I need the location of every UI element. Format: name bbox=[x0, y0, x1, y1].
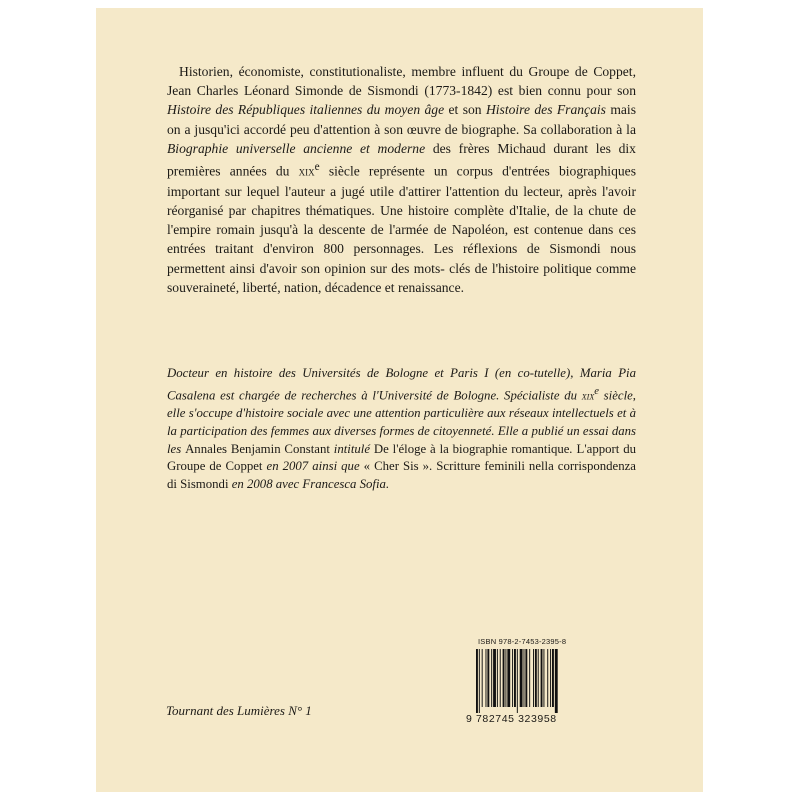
barcode-bars bbox=[474, 649, 584, 715]
bio-century-superscript: e bbox=[594, 385, 599, 397]
barcode-bar bbox=[497, 649, 498, 707]
isbn-barcode bbox=[466, 637, 590, 729]
title-annales-constant: Annales Benjamin Constant bbox=[185, 441, 330, 456]
title-apport-groupe-coppet: L'apport du Groupe de Coppet bbox=[167, 441, 636, 474]
barcode-bar bbox=[541, 649, 543, 707]
barcode-bar bbox=[479, 649, 480, 713]
ean-digits: 9 782745 323958 bbox=[466, 713, 557, 725]
title-biographie-universelle: Biographie universelle ancienne et moderne bbox=[167, 140, 426, 156]
summary-text-2: et son bbox=[444, 102, 486, 118]
barcode-bar bbox=[503, 649, 505, 707]
barcode-bar bbox=[535, 649, 537, 707]
bio-text-1: Docteur en histoire des Universités de Bologne et Paris I (en co-tutelle), Maria Pia Casalena est chargée de recherches à l'Université de Bologne. Spécialiste du bbox=[167, 366, 636, 402]
barcode-bar bbox=[505, 649, 506, 707]
barcode-bar bbox=[493, 649, 496, 707]
bio-text-6: en 2008 avec Francesca Sofia. bbox=[228, 476, 390, 491]
barcode-bar bbox=[520, 649, 523, 707]
barcode-bar bbox=[533, 649, 534, 707]
author-bio bbox=[167, 365, 636, 493]
barcode-bar bbox=[500, 649, 501, 707]
bio-century-numeral: xix bbox=[581, 389, 595, 402]
back-cover bbox=[96, 8, 703, 792]
title-de-l-eloge: De l'éloge à la biographie romantique bbox=[373, 441, 570, 456]
isbn-number: ISBN 978-2-7453-2395-8 bbox=[478, 637, 567, 646]
title-histoire-francais: Histoire des Français bbox=[485, 102, 606, 118]
century-numeral: xix bbox=[298, 164, 315, 179]
barcode-bar bbox=[552, 649, 554, 707]
title-histoire-republiques: Histoire des Républiques italiennes du moyen âge bbox=[167, 102, 445, 118]
barcode-bar bbox=[487, 649, 489, 707]
barcode-bar bbox=[555, 649, 558, 713]
barcode-bar bbox=[550, 649, 551, 707]
barcode-bar bbox=[491, 649, 492, 707]
title-cher-sis: « Cher Sis ». Scritture feminili nella corrispondenza di Sismondi bbox=[167, 459, 636, 491]
barcode-bar bbox=[476, 649, 478, 713]
barcode-bar bbox=[538, 649, 539, 707]
barcode-bar bbox=[547, 649, 548, 707]
summary-text-3: mais on a jusqu'ici accordé peu d'attention à son œuvre de biographe. Sa collaboration à la bbox=[167, 102, 636, 137]
book-summary bbox=[167, 62, 636, 297]
series-label: Tournant des Lumières N° 1 bbox=[166, 703, 312, 718]
barcode-bar bbox=[507, 649, 510, 707]
bio-text-2: siècle, elle s'occupe d'histoire sociale avec une attention particulière aux réseaux intellectuels et à la participation des femmes aux diverses formes de citoyenneté. Elle a publié un essai dans les bbox=[167, 387, 636, 456]
barcode-bar bbox=[525, 649, 527, 707]
summary-text-4: des frères Michaud durant les dix premières années du bbox=[167, 140, 636, 179]
bio-text-4: . bbox=[569, 441, 577, 456]
century-superscript: e bbox=[314, 161, 320, 174]
barcode-bar bbox=[514, 649, 516, 707]
barcode-bar bbox=[543, 649, 544, 707]
summary-text-5: siècle représente un corpus d'entrées biographiques important sur lequel l'auteur a jugé utile d'attirer l'attention du lecteur, après l'avoir réorganisé par chapitres thématiques. Une histoire complète d'Italie, de la chute de l'empire romain jusqu'à la descente de l'armée de Napoléon, est contenue dans ces entrées traitant d'environ 800 personnages. Les réflexions de Sismondi nous permettent ainsi d'avoir son opinion sur des mots- clés de l'histoire politique comme souveraineté, liberté, nation, décadence et renaissance. bbox=[167, 163, 636, 295]
summary-text-1: Historien, économiste, constitutionaliste, membre influent du Groupe de Coppet, Jean Charles Léonard Simonde de Sismondi (1773-1842) est bien connu pour son bbox=[167, 64, 636, 99]
barcode-bar bbox=[517, 649, 518, 713]
bio-text-3: intitulé bbox=[329, 441, 374, 456]
barcode-bar bbox=[486, 649, 487, 707]
bio-text-5: en 2007 ainsi que bbox=[262, 459, 364, 474]
barcode-bar bbox=[524, 649, 525, 707]
barcode-bar bbox=[482, 649, 483, 707]
barcode-bar bbox=[512, 649, 513, 707]
barcode-bar bbox=[529, 649, 530, 707]
